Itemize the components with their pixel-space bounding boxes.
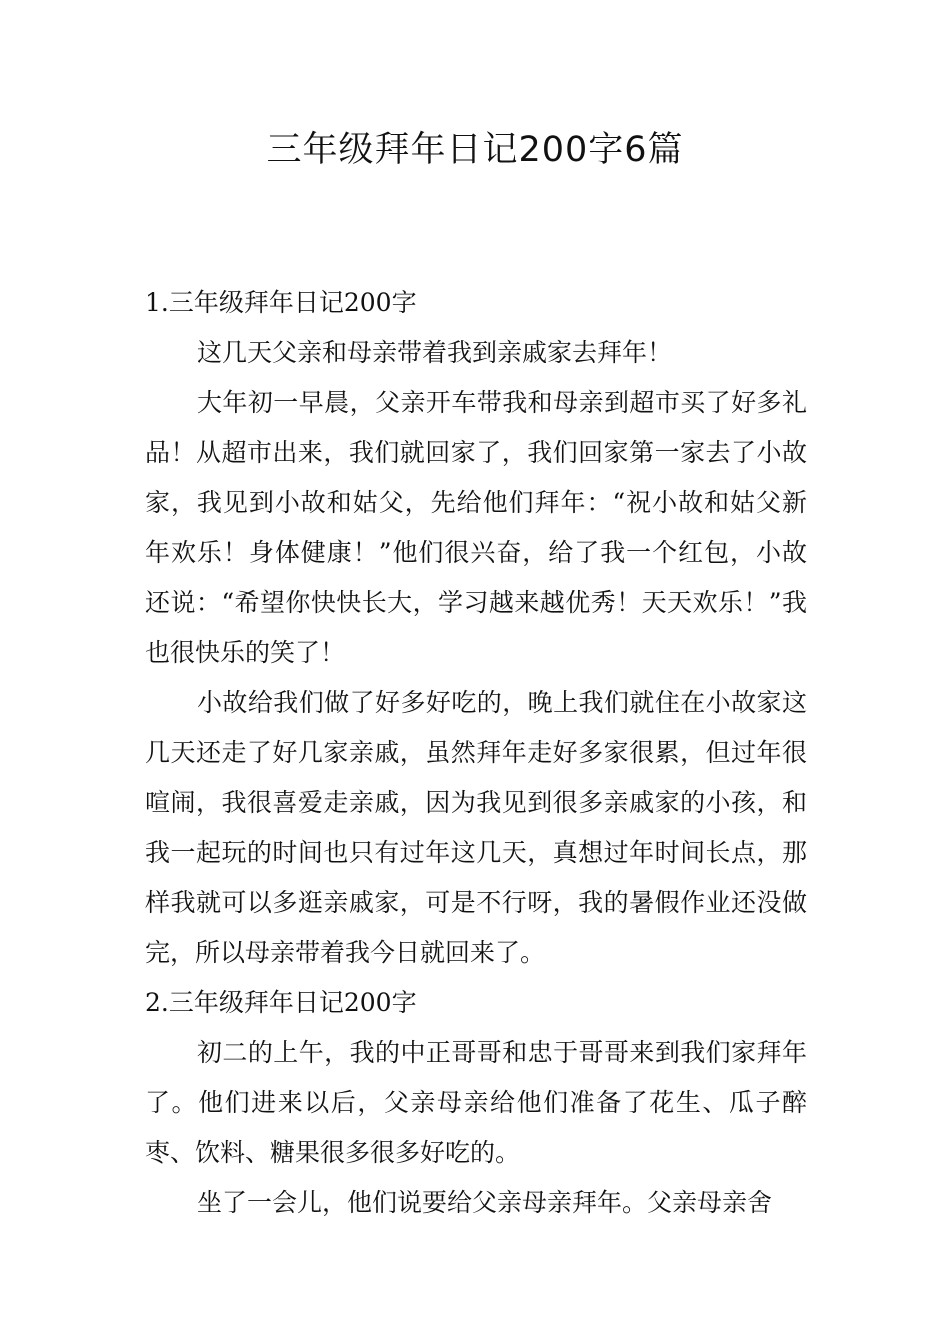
paragraph: 小故给我们做了好多好吃的，晚上我们就住在小故家这几天还走了好几家亲戚，虽然拜年走好多家很累，但过年很喧闹，我很喜爱走亲戚，因为我见到很多亲戚家的小孩，和我一起玩的时间也只有过年这几天，真想过年时间长点，那样我就可以多逛亲戚家，可是不行呀，我的暑假作业还没做完，所以母亲带着我今日就回来了。	[145, 688, 807, 967]
paragraph: 初二的上午，我的中正哥哥和忠于哥哥来到我们家拜年了。他们进来以后，父亲母亲给他们准备了花生、瓜子醉枣、饮料、糖果很多很多好吃的。	[145, 1038, 807, 1167]
paragraph: 坐了一会儿，他们说要给父亲母亲拜年。父亲母亲舍	[197, 1188, 773, 1217]
paragraph: 大年初一早晨，父亲开车带我和母亲到超市买了好多礼品！从超市出来，我们就回家了，我们回家第一家去了小故家，我见到小故和姑父，先给他们拜年：“祝小故和姑父新年欢乐！身体健康！”他们很兴奋，给了我一个红包，小故还说：“希望你快快长大，学习越来越优秀！天天欢乐！”我也很快乐的笑了！	[145, 388, 807, 667]
section-heading-2: 2.三年级拜年日记200字	[145, 988, 417, 1017]
paragraph: 这几天父亲和母亲带着我到亲戚家去拜年！	[197, 338, 673, 367]
document-title: 三年级拜年日记200字6篇	[266, 130, 684, 170]
section-heading-1: 1.三年级拜年日记200字	[145, 288, 417, 317]
document-body	[145, 278, 807, 1228]
